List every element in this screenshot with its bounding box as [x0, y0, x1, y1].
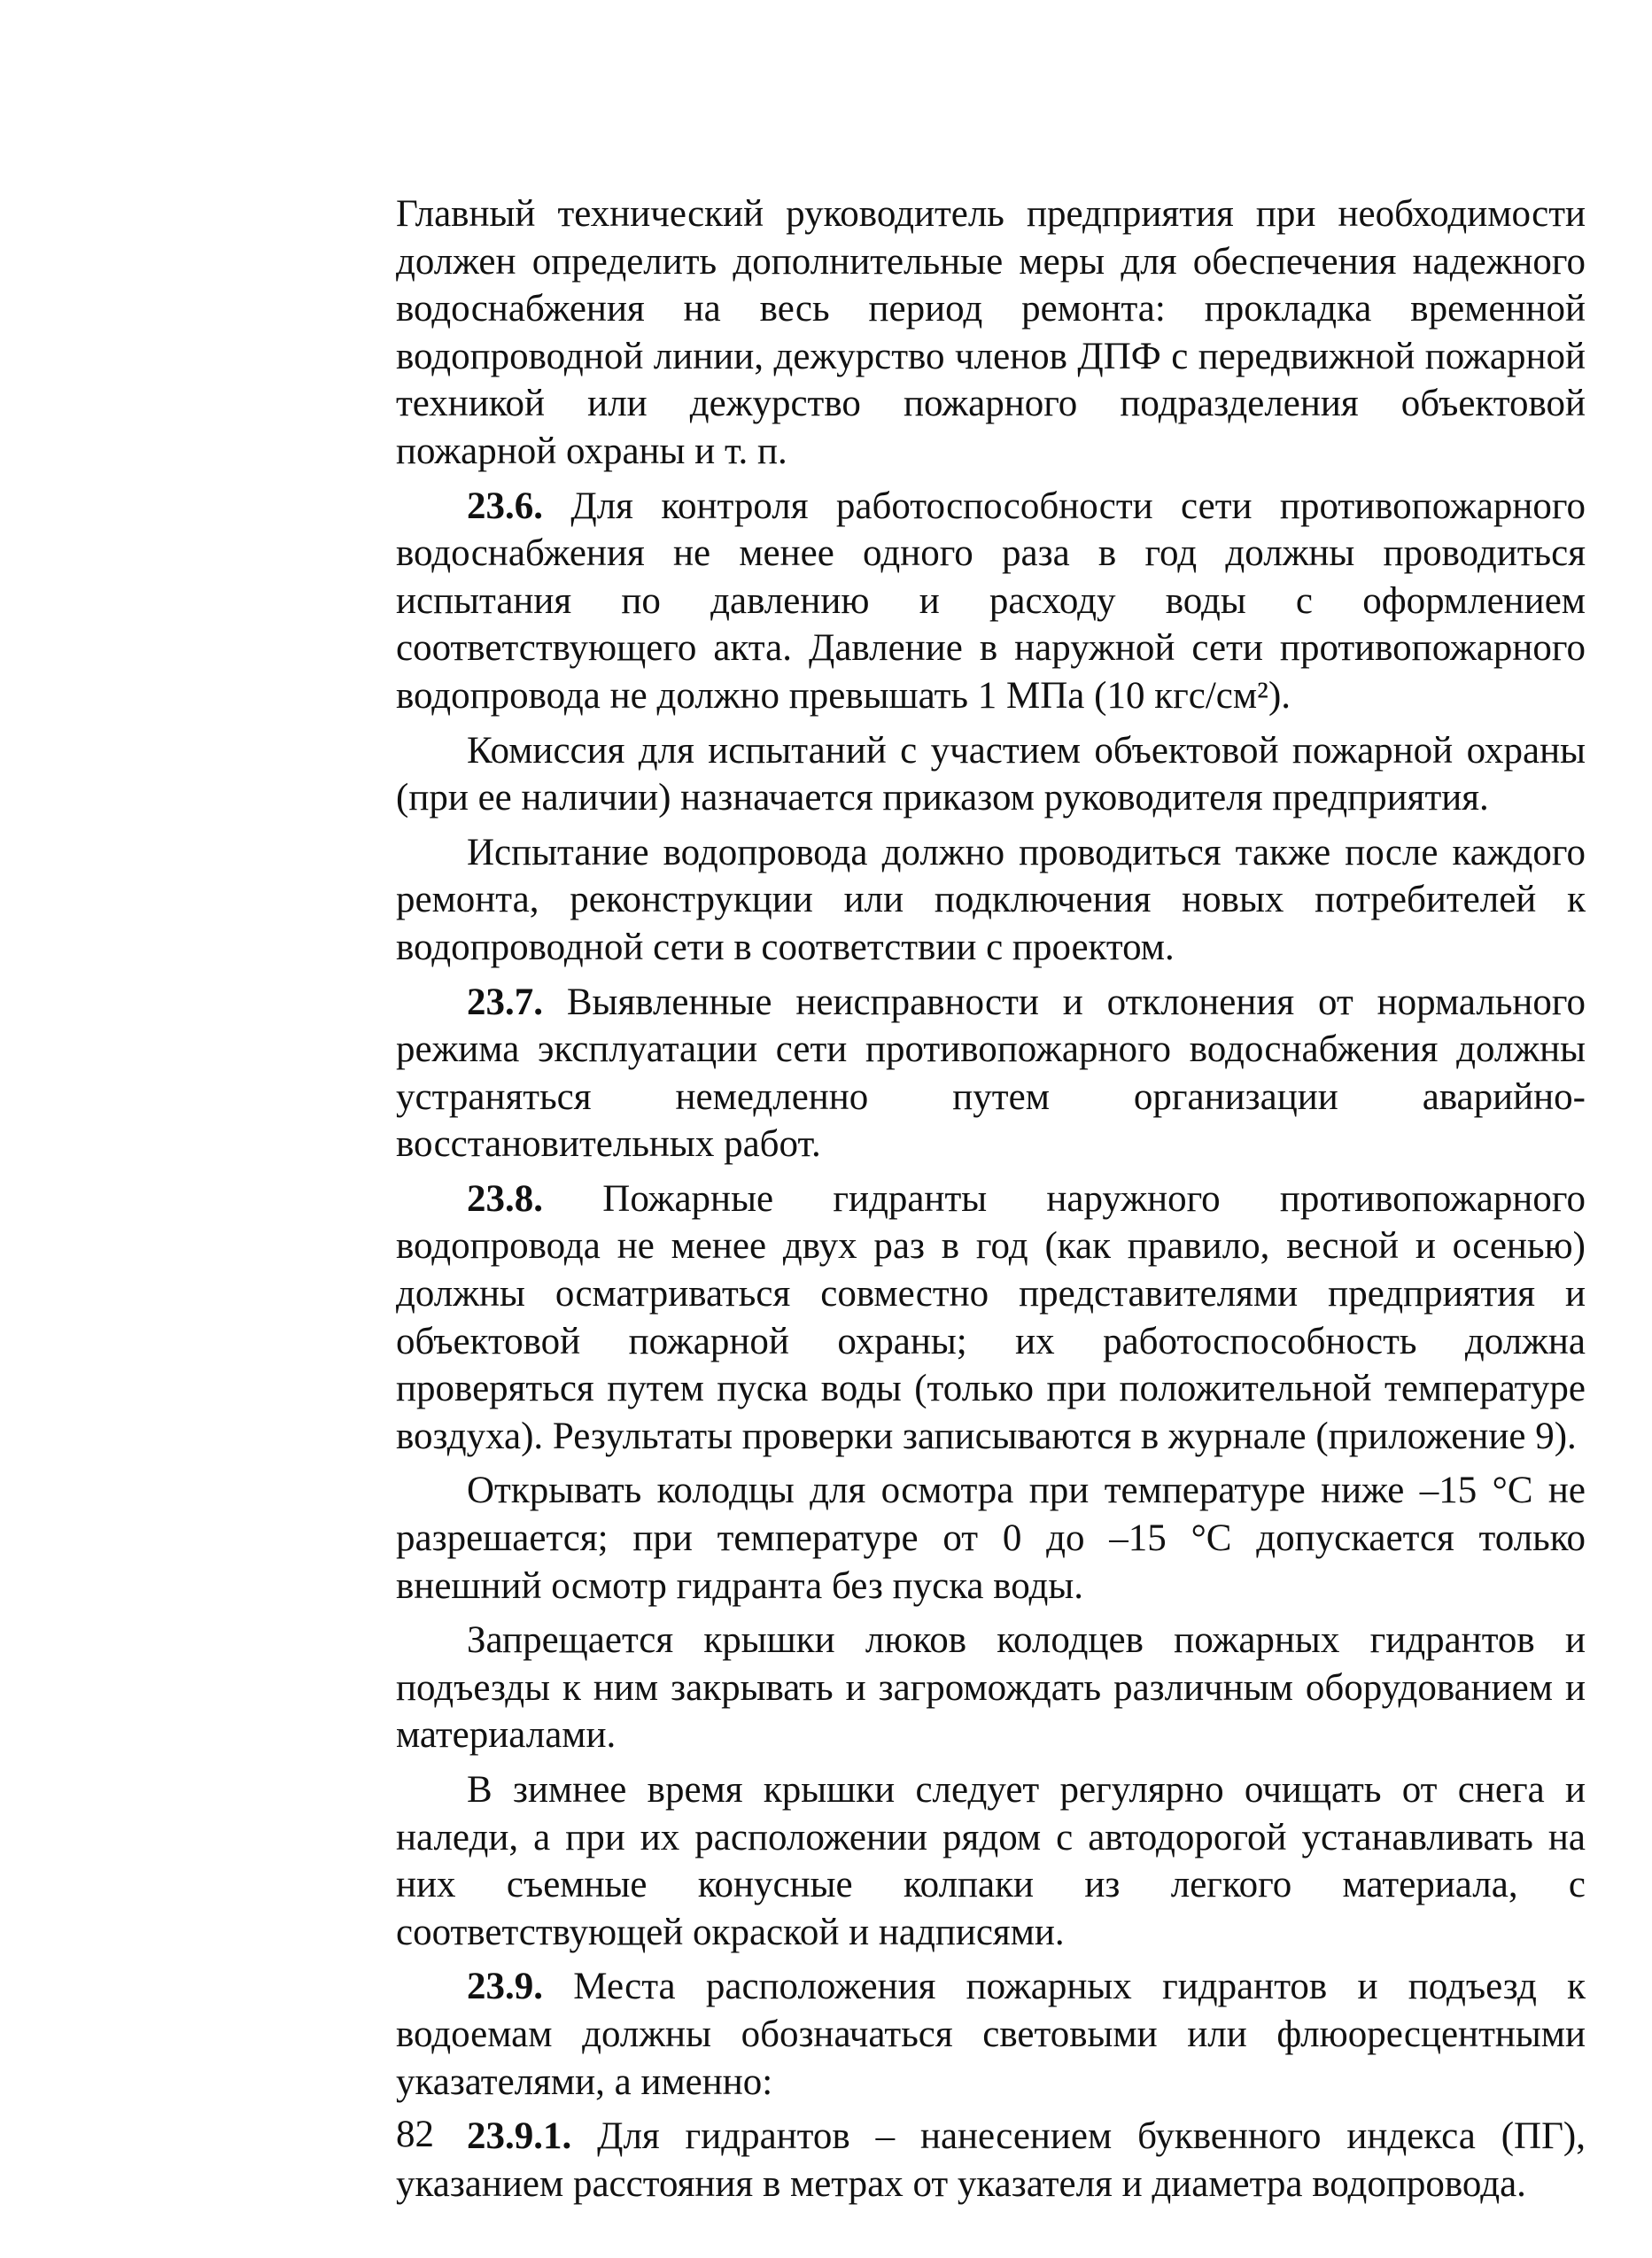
paragraph-prohibition-text: Запрещается крышки люков колодцев пожарных гидрантов и подъезды к ним закрывать и загромождать различным оборудованием и материалами.	[396, 1619, 1586, 1757]
paragraph-23-6	[396, 483, 1586, 720]
section-number-23-8: 23.8.	[467, 1177, 543, 1220]
paragraph-commission-text: Комиссия для испытаний с участием объектовой пожарной охраны (при ее наличии) назначается приказом руководителя предприятия.	[396, 729, 1586, 819]
section-number-23-9: 23.9.	[467, 1966, 543, 2008]
page-number: 82	[396, 2114, 434, 2155]
paragraph-23-6-text: Для контроля работоспособности сети противопожарного водоснабжения не менее одного раза в год должны проводиться испытания по давлению и расходу воды с оформлением соответствующего акта. Давление в наружной сети противопожарного водопровода не должно превышать 1 МПа (10 кгс/см²).	[396, 485, 1586, 717]
paragraph-prohibition	[396, 1617, 1586, 1759]
paragraph-winter-text: В зимнее время крышки следует регулярно очищать от снега и наледи, а при их расположении рядом с автодорогой устанавливать на них съемные конусные колпаки из легкого материала, с соответствующей окраской и надписями.	[396, 1769, 1586, 1953]
paragraph-23-7-text: Выявленные неисправности и отклонения от нормального режима эксплуатации сети противопожарного водоснабжения должны устраняться немедленно путем организации аварийно-восстановительных работ.	[396, 981, 1586, 1166]
section-number-23-6: 23.6.	[467, 485, 543, 527]
paragraph-winter	[396, 1766, 1586, 1956]
paragraph-23-9-1	[396, 2113, 1586, 2208]
paragraph-testing	[396, 829, 1586, 972]
section-number-23-7: 23.7.	[467, 981, 543, 1023]
paragraph-23-9	[396, 1963, 1586, 2106]
section-number-23-9-1: 23.9.1.	[467, 2115, 572, 2158]
paragraph-wells-text: Открывать колодцы для осмотра при температуре ниже –15 °С не разрешается; при температуре от 0 до –15 °С допускается только внешний осмотр гидранта без пуска воды.	[396, 1470, 1586, 1607]
paragraph-23-9-1-text: Для гидрантов – нанесением буквенного индекса (ПГ), указанием расстояния в метрах от указателя и диаметра водопровода.	[396, 2115, 1586, 2205]
paragraph-wells	[396, 1467, 1586, 1610]
paragraph-23-7	[396, 979, 1586, 1168]
paragraph-23-8-text: Пожарные гидранты наружного противопожарного водопровода не менее двух раз в год (как правило, весной и осенью) должны осматриваться совместно представителями предприятия и объектовой пожарной охраны; их работоспособность должна проверяться путем пуска воды (только при положительной температуре воздуха). Результаты проверки записываются в журнале (приложение 9).	[396, 1177, 1586, 1457]
paragraph-commission	[396, 727, 1586, 822]
document-body	[396, 190, 1586, 2215]
paragraph-1-text: Главный технический руководитель предприятия при необходимости должен определить дополнительные меры для обеспечения надежного водоснабжения на весь период ремонта: прокладка временной водопроводной линии, дежурство членов ДПФ с передвижной пожарной техникой или дежурство пожарного подразделения объектовой пожарной охраны и т. п.	[396, 193, 1586, 472]
paragraph-23-8	[396, 1176, 1586, 1461]
paragraph-1	[396, 190, 1586, 476]
paragraph-testing-text: Испытание водопровода должно проводиться также после каждого ремонта, реконструкции или подключения новых потребителей к водопроводной сети в соответствии с проектом.	[396, 831, 1586, 968]
paragraph-23-9-text: Места расположения пожарных гидрантов и подъезд к водоемам должны обозначаться световыми или флюоресцентными указателями, а именно:	[396, 1966, 1586, 2103]
